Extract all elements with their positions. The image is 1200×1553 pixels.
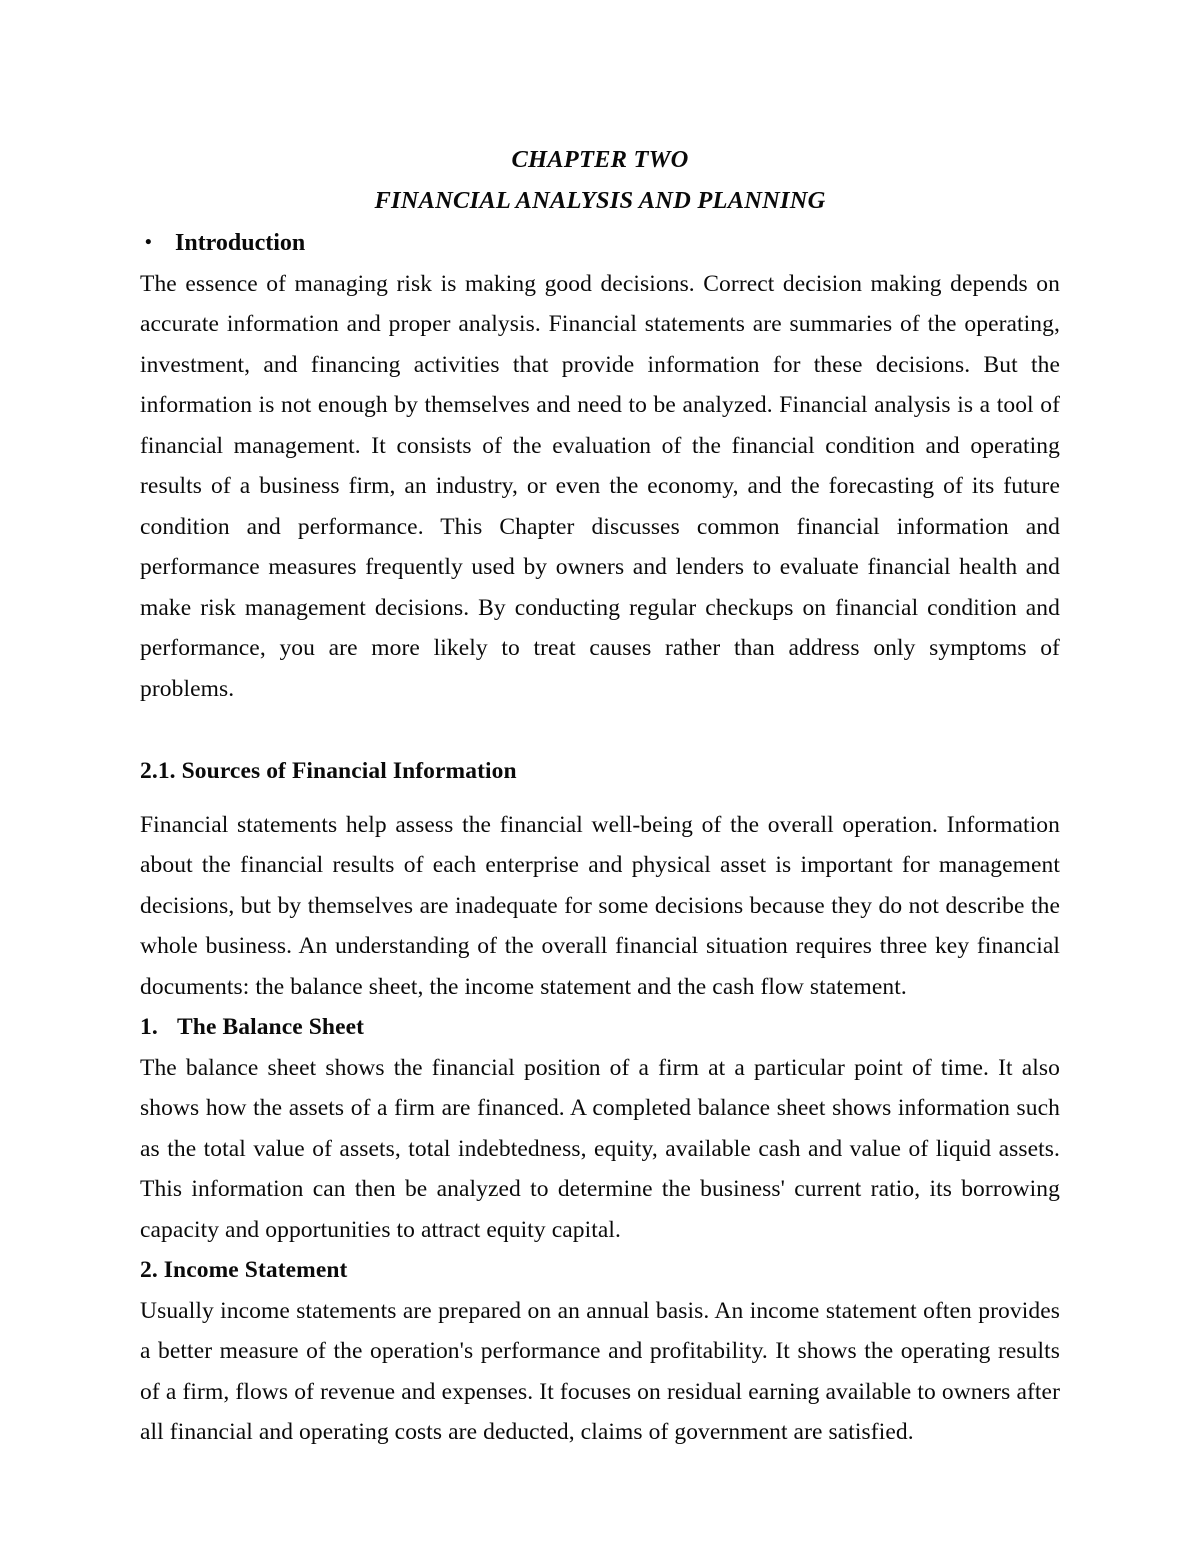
page-content bbox=[140, 140, 1060, 1453]
spacer bbox=[140, 792, 1060, 805]
balance-sheet-paragraph: The balance sheet shows the financial position of a firm at a particular point of time. It also shows how the assets of a firm are financed. A completed balance sheet shows information such as the total value of assets, total indebtedness, equity, available cash and value of liquid assets. This information can then be analyzed to determine the business' current ratio, its borrowing capacity and opportunities to attract equity capital. bbox=[140, 1054, 1060, 1243]
list-item-introduction bbox=[140, 223, 1060, 264]
chapter-heading: CHAPTER TWO bbox=[511, 146, 689, 173]
intro-bullet-label: Introduction bbox=[175, 230, 306, 256]
spacer bbox=[140, 709, 1060, 751]
intro-bullet-list bbox=[140, 223, 1060, 264]
sub-heading-the-balance-sheet bbox=[140, 1007, 1060, 1048]
income-statement-paragraph: Usually income statements are prepared on an annual basis. An income statement often provides a better measure of the operation's performance and profitability. It shows the operating results of a firm, flows of revenue and expenses. It focuses on residual earning available to owners after all financial and operating costs are deducted, claims of government are satisfied. bbox=[140, 1297, 1060, 1445]
chapter-title: FINANCIAL ANALYSIS AND PLANNING bbox=[374, 186, 826, 214]
sources-of-financial-information-paragraph: Financial statements help assess the financial well-being of the overall operation. Information about the financial results of each enterprise and physical asset is important for management decisions, but by themselves are inadequate for some decisions because they do not describe the whole business. An understanding of the overall financial situation requires three key financial documents: the balance sheet, the income statement and the cash flow statement. bbox=[140, 811, 1060, 1000]
section-heading-sources-of-financial-information: 2.1. Sources of Financial Information bbox=[140, 758, 517, 784]
sub-heading-number: 1. bbox=[140, 1014, 158, 1040]
sub-heading-income-statement: 2. Income Statement bbox=[140, 1257, 348, 1283]
sub-heading-label: The Balance Sheet bbox=[177, 1014, 365, 1040]
intro-paragraph: The essence of managing risk is making good decisions. Correct decision making depends on accurate information and proper analysis. Financial statements are summaries of the operating, investment, and financing activities that provide information for these decisions. But the information is not enough by themselves and need to be analyzed. Financial analysis is a tool of financial management. It consists of the evaluation of the financial condition and operating results of a business firm, an industry, or even the economy, and the forecasting of its future condition and performance. This Chapter discusses common financial information and performance measures frequently used by owners and lenders to evaluate financial health and make risk management decisions. By conducting regular checkups on financial condition and performance, you are more likely to treat causes rather than address only symptoms of problems. bbox=[140, 270, 1060, 702]
